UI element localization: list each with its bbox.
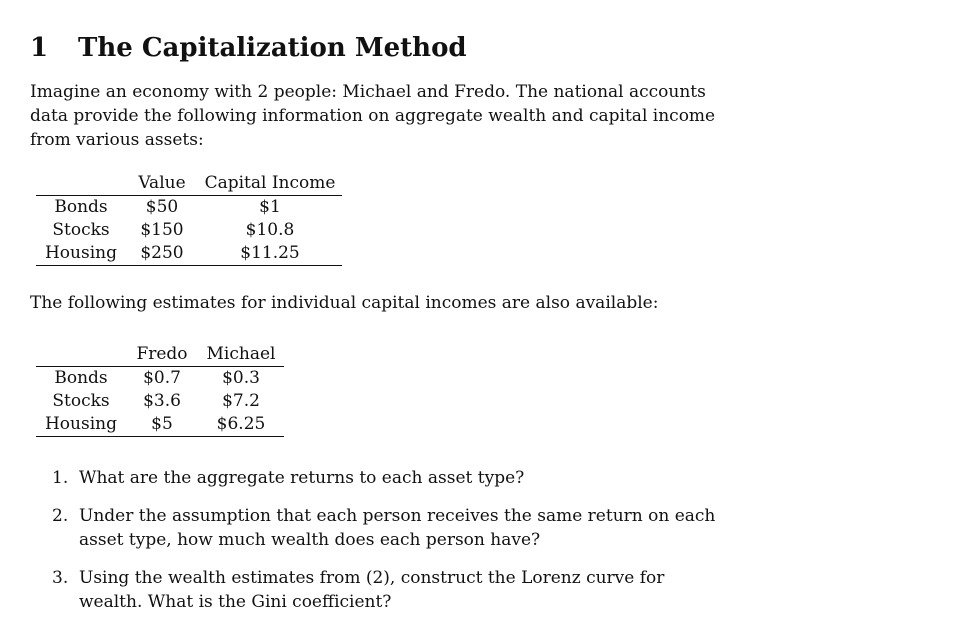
table-row: [36, 242, 342, 266]
table-header-cell: Capital Income: [198, 172, 342, 196]
question-item: [52, 466, 722, 490]
table-row-label: Stocks: [52, 391, 110, 411]
table-header-cell: Michael: [198, 343, 284, 367]
table-row: [36, 413, 284, 437]
table-cell: $0.3: [222, 368, 260, 388]
table-header-cell: Value: [126, 172, 198, 196]
question-number: 2.: [52, 506, 69, 526]
aggregate-wealth-table: [36, 172, 342, 266]
table-row-label: Bonds: [54, 197, 108, 217]
table-cell: $5: [126, 413, 198, 437]
question-item: [52, 566, 722, 614]
question-text: What are the aggregate returns to each asset type?: [79, 468, 525, 488]
table-row-label: Stocks: [52, 220, 110, 240]
question-number: 1.: [52, 468, 69, 488]
table-row: [36, 196, 342, 220]
table-header-row: [36, 172, 342, 196]
table-cell: $3.6: [143, 391, 181, 411]
question-text: Under the assumption that each person receives the same return on each asset type, how much wealth does each person have?: [79, 506, 716, 550]
table-header-cell: Fredo: [126, 343, 198, 367]
question-number: 3.: [52, 568, 69, 588]
table-row-label: Bonds: [54, 368, 108, 388]
intro-paragraph: Imagine an economy with 2 people: Michael and Fredo. The national accounts data provide the following information on aggregate wealth and capital income from various assets:: [30, 82, 716, 150]
section-number: 1: [30, 33, 49, 64]
table-cell: $11.25: [198, 242, 342, 266]
individual-income-table: [36, 343, 284, 437]
table-cell: $7.2: [222, 391, 260, 411]
table-row-label: Housing: [36, 242, 126, 266]
table-cell: $10.8: [245, 220, 295, 240]
section-title: The Capitalization Method: [78, 33, 467, 64]
table-row-label: Housing: [36, 413, 126, 437]
table-row: [36, 367, 284, 391]
table-header-cell: [36, 172, 126, 196]
table-header-cell: [36, 343, 126, 367]
question-item: [52, 504, 722, 552]
table-row: [36, 219, 342, 242]
section-heading: [30, 33, 467, 63]
table-cell: $6.25: [198, 413, 284, 437]
table-cell: $150: [140, 220, 184, 240]
table-cell: $1: [259, 197, 281, 217]
individual-income-intro: The following estimates for individual capital incomes are also available:: [30, 293, 659, 313]
table-header-row: [36, 343, 284, 367]
table-row: [36, 390, 284, 413]
table-cell: $250: [126, 242, 198, 266]
question-text: Using the wealth estimates from (2), construct the Lorenz curve for wealth. What is the Gini coefficient?: [79, 568, 665, 612]
question-list: [52, 466, 722, 628]
table-cell: $50: [145, 197, 179, 217]
table-cell: $0.7: [143, 368, 181, 388]
